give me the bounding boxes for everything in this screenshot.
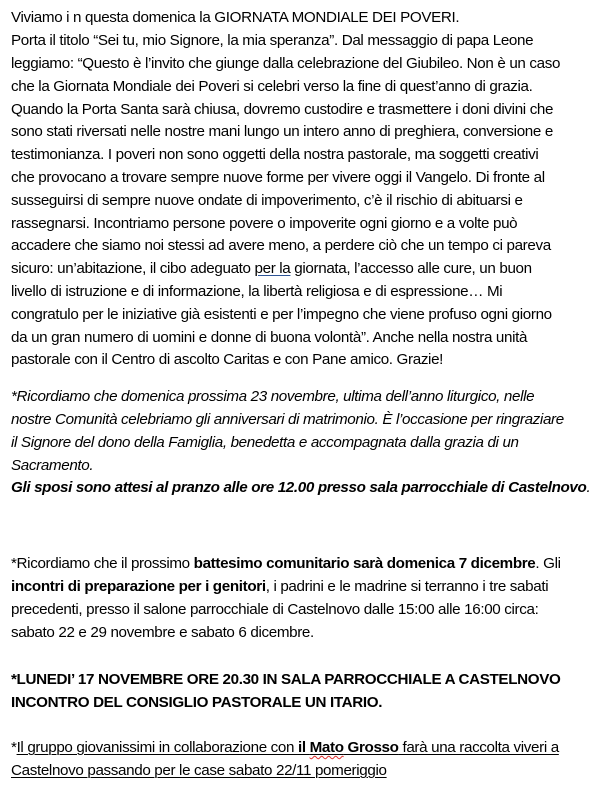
text-span: Il gruppo giovanissimi in collaborazione con [16, 739, 298, 756]
text-line: Castelnovo passando per le case sabato 22/11 pomeriggio [11, 762, 387, 779]
text-line: *Ricordiamo che domenica prossima 23 novembre, ultima dell’anno liturgico, nelle [11, 388, 535, 405]
bold-text: incontri di preparazione per i genitori [11, 578, 266, 595]
text-line: *LUNEDI’ 17 NOVEMBRE ORE 20.30 IN SALA PARROCCHIALE A CASTELNOVO [11, 671, 561, 688]
text-line: che provocano a trovare sempre nuove forme per vivere oggi il Vangelo. Di fronte al [11, 169, 545, 186]
text-line [11, 554, 561, 574]
bold-text: il [297, 739, 310, 756]
text-line: da un gran numero di uomini e donne di buona volontà”. Anche nella nostra unità [11, 329, 528, 346]
text-line [11, 738, 559, 758]
text-line [11, 478, 590, 498]
text-span: farà una raccolta viveri a [398, 739, 559, 756]
bold-text: Gli sposi sono attesi al pranzo alle ore 12.00 presso sala parrocchiale di Castelnovo [11, 479, 587, 496]
text-line: Viviamo i n questa domenica la GIORNATA MONDIALE DEI POVERI. [11, 9, 460, 26]
text-line: leggiamo: “Questo è l’invito che giunge dalla celebrazione del Giubileo. Non è un caso [11, 55, 561, 72]
text-line: Porta il titolo “Sei tu, mio Signore, la mia speranza”. Dal messaggio di papa Leone [11, 32, 534, 49]
text-line: nostre Comunità celebriamo gli anniversari di matrimonio. È l’occasione per ringraziare [11, 411, 564, 428]
text-line: testimonianza. I poveri non sono oggetti della nostra pastorale, ma soggetti creativi [11, 146, 539, 163]
text-line: Sacramento. [11, 457, 94, 474]
text-line: rassegnarsi. Incontriamo persone povere o impoverite ogni giorno e a volte può [11, 215, 518, 232]
bold-text: battesimo comunitario sarà domenica 7 dicembre [193, 555, 536, 572]
bold-text: Grosso [343, 739, 399, 756]
text-line: che la Giornata Mondiale dei Poveri si celebri verso la fine di quest’anno di grazia. [11, 78, 533, 95]
text-span: , i padrini e le madrine si terranno i tre sabati [265, 578, 549, 595]
text-line: congratulo per le iniziative già esistenti e per l’impegno che viene profuso ogni giorno [11, 306, 552, 323]
spelling-flagged-text[interactable]: Mato [309, 739, 344, 756]
text-line [11, 577, 548, 597]
underlined-text [17, 739, 559, 756]
text-span: . [586, 479, 591, 496]
text-span: giornata, l’accesso alle cure, un buon [290, 260, 532, 277]
text-line: susseguirsi di sempre nuove ondate di impoverimento, c’è il rischio di abituarsi e [11, 192, 523, 209]
text-line: il Signore del dono della Famiglia, benedetta e accompagnata dalla grazia di un [11, 434, 519, 451]
text-line: INCONTRO DEL CONSIGLIO PASTORALE UN ITARIO. [11, 694, 383, 711]
text-line: accadere che siamo noi stessi ad avere meno, a perdere ciò che un tempo ci pareva [11, 237, 551, 254]
text-span: *Ricordiamo che il prossimo [11, 555, 194, 572]
text-line: pastorale con il Centro di ascolto Caritas e con Pane amico. Grazie! [11, 351, 444, 368]
text-line: Quando la Porta Santa sarà chiusa, dovremo custodire e trasmettere i doni divini che [11, 101, 554, 118]
text-span: sicuro: un’abitazione, il cibo adeguato [11, 260, 255, 277]
text-line: livello di istruzione e di informazione, la libertà religiosa e di espressione… Mi [11, 283, 503, 300]
grammar-flagged-text[interactable]: per la [254, 260, 291, 277]
text-line: sono stati riversati nelle nostre mani lungo un intero anno di preghiera, conversione e [11, 123, 553, 140]
text-line: precedenti, presso il salone parrocchiale di Castelnovo dalle 15:00 alle 16:00 circa: [11, 601, 539, 618]
text-line [11, 259, 532, 279]
text-span: * [11, 739, 17, 756]
text-span: . Gli [535, 555, 561, 572]
text-line: sabato 22 e 29 novembre e sabato 6 dicembre. [11, 624, 314, 641]
